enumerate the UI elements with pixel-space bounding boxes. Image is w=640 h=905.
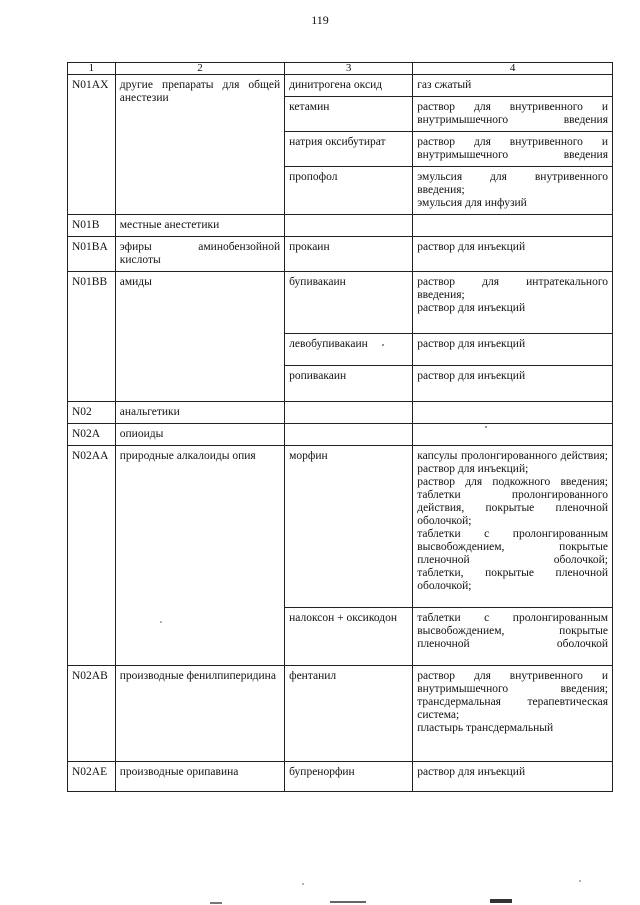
drug-name: налоксон + оксикодон <box>285 608 413 666</box>
dosage-form-line: раствор для внутривенного и внутримышечного введения <box>417 136 608 161</box>
dosage-form-line: раствор для подкожного введения; <box>417 476 608 488</box>
dosage-form <box>413 366 613 402</box>
drug-name <box>285 424 413 446</box>
table-row <box>68 237 613 272</box>
dosage-form <box>413 97 613 132</box>
table-row <box>68 446 613 608</box>
dosage-form-line: пластырь трансдермальный <box>417 722 554 734</box>
dosage-form <box>413 762 613 792</box>
atc-code: N01BA <box>68 237 116 272</box>
dosage-form <box>413 272 613 334</box>
dosage-form-line: раствор для инъекций <box>417 370 526 382</box>
group-name: эфиры аминобензойной кислоты <box>115 237 284 272</box>
dosage-form-line: эмульсия для внутривенного введения; <box>417 171 608 196</box>
dosage-form <box>413 402 613 424</box>
group-name: анальгетики <box>115 402 284 424</box>
dosage-form-line: раствор для инъекций; <box>417 463 529 475</box>
drug-name: фентанил <box>285 666 413 762</box>
dosage-form-line: таблетки с пролонгированным высвобождением, покрытые пленочной оболочкой <box>417 612 608 650</box>
drug-name: ропивакаин <box>285 366 413 402</box>
table-body <box>68 63 613 792</box>
group-name: местные анестетики <box>115 215 284 237</box>
dosage-form-line: раствор для инъекций <box>417 766 526 778</box>
dosage-form-line: раствор для интратекального введения; <box>417 276 608 301</box>
column-number-1: 1 <box>68 63 116 75</box>
group-name: опиоиды <box>115 424 284 446</box>
dosage-form-line: раствор для инъекций <box>417 241 526 253</box>
dosage-form-line: капсулы пролонгированного действия; <box>417 450 608 462</box>
dosage-form <box>413 608 613 666</box>
drug-list-table <box>67 62 613 792</box>
atc-code: N01AX <box>68 75 116 215</box>
dosage-form-line: трансдермальная терапевтическая система; <box>417 696 608 721</box>
drug-name <box>285 215 413 237</box>
drug-name: прокаин <box>285 237 413 272</box>
page-number: 119 <box>311 13 329 27</box>
atc-code: N02A <box>68 424 116 446</box>
dosage-form <box>413 424 613 446</box>
dosage-form <box>413 132 613 167</box>
column-number-2: 2 <box>115 63 284 75</box>
drug-name <box>285 402 413 424</box>
atc-code: N02AE <box>68 762 116 792</box>
group-name: амиды <box>115 272 284 402</box>
drug-name: кетамин <box>285 97 413 132</box>
table-row <box>68 402 613 424</box>
drug-name: левобупивакаин <box>285 334 413 366</box>
dosage-form <box>413 334 613 366</box>
column-number-3: 3 <box>285 63 413 75</box>
dosage-form-line: газ сжатый <box>417 79 472 91</box>
drug-name: бупивакаин <box>285 272 413 334</box>
group-name: производные орипавина <box>115 762 284 792</box>
dosage-form <box>413 237 613 272</box>
column-number-4: 4 <box>413 63 613 75</box>
dosage-form <box>413 167 613 215</box>
drug-name: натрия оксибутират <box>285 132 413 167</box>
atc-code: N01BB <box>68 272 116 402</box>
dosage-form-line: эмульсия для инфузий <box>417 197 527 209</box>
group-name: другие препараты для общей анестезии <box>115 75 284 215</box>
table-row <box>68 424 613 446</box>
dosage-form <box>413 446 613 608</box>
atc-code: N02AB <box>68 666 116 762</box>
atc-code: N01B <box>68 215 116 237</box>
table-row <box>68 666 613 762</box>
dosage-form-line: раствор для внутривенного и внутримышечного введения; <box>417 670 608 695</box>
table-row <box>68 272 613 334</box>
dosage-form <box>413 215 613 237</box>
dosage-form-line: таблетки пролонгированного действия, покрытые пленочной оболочкой; <box>417 489 608 527</box>
table-row <box>68 762 613 792</box>
dosage-form-line: раствор для внутривенного и внутримышечного введения <box>417 101 608 126</box>
group-name: природные алкалоиды опия <box>115 446 284 666</box>
group-name: производные фенилпиперидина <box>115 666 284 762</box>
atc-code: N02 <box>68 402 116 424</box>
dosage-form-line: таблетки, покрытые пленочной оболочкой; <box>417 567 608 592</box>
dosage-form-line: раствор для инъекций <box>417 302 526 314</box>
drug-name: бупренорфин <box>285 762 413 792</box>
dosage-form-line: таблетки с пролонгированным высвобождением, покрытые пленочной оболочкой; <box>417 528 608 566</box>
drug-name: динитрогена оксид <box>285 75 413 97</box>
drug-name: морфин <box>285 446 413 608</box>
drug-name: пропофол <box>285 167 413 215</box>
atc-code: N02AA <box>68 446 116 666</box>
dosage-form <box>413 75 613 97</box>
dosage-form-line: раствор для инъекций <box>417 338 526 350</box>
dosage-form <box>413 666 613 762</box>
table-row <box>68 215 613 237</box>
table-row <box>68 75 613 97</box>
header-row <box>68 63 613 75</box>
